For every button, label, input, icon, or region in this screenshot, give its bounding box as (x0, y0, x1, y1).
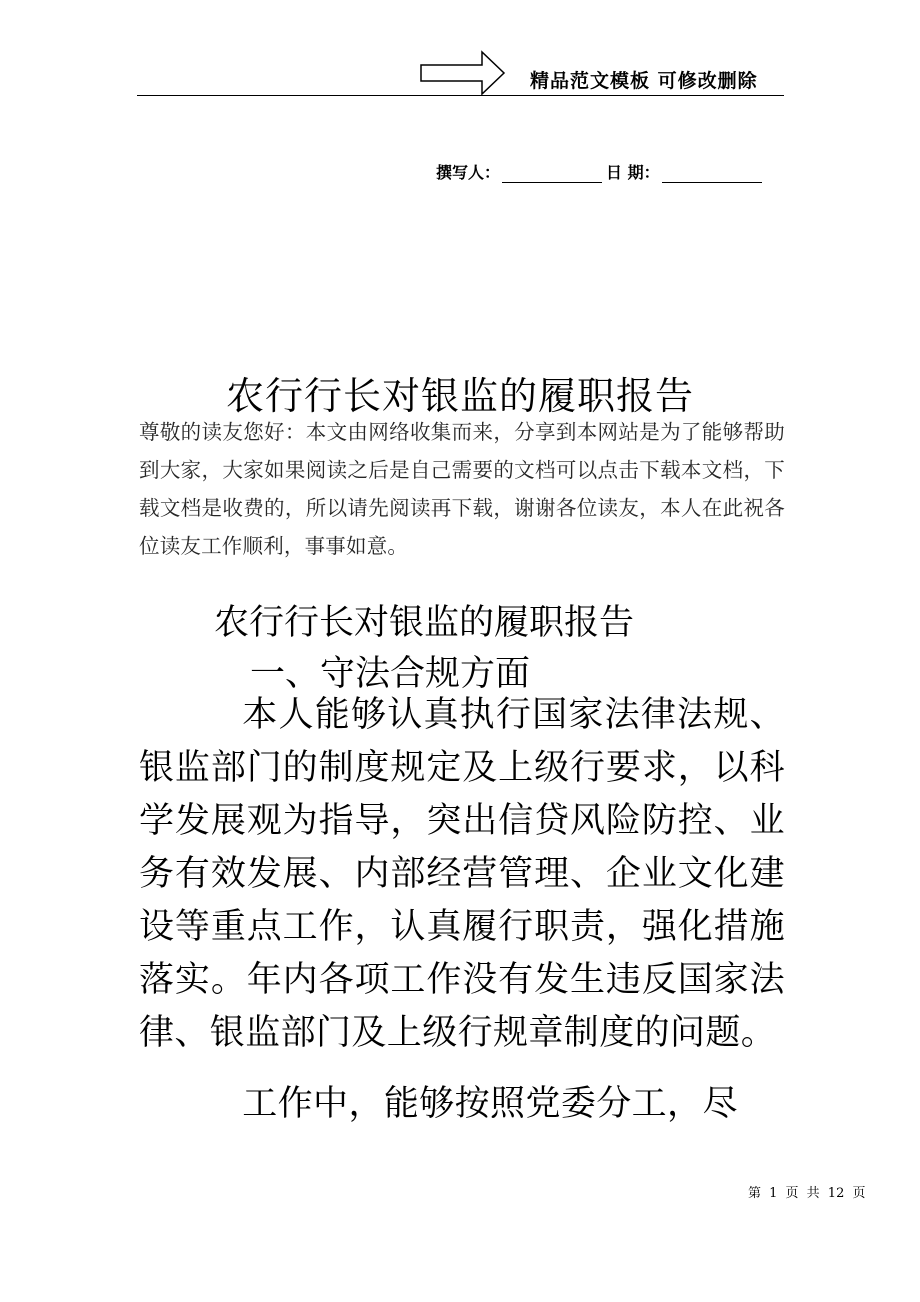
body-title: 农行行长对银监的履职报告 (214, 603, 635, 643)
page-number: 第 1 页 共 12 页 (748, 1186, 866, 1201)
date-label: 日 期： (606, 163, 660, 182)
body-paragraph: 工作中，能够按照党委分工，尽 (242, 1084, 738, 1124)
arrow-right-icon (420, 50, 506, 96)
document-title: 农行行长对银监的履职报告 (225, 374, 694, 419)
body-paragraph: 本人能够认真执行国家法律法规、银监部门的制度规定及上级行要求，以科学发展观为指导，突出信贷风险防控、业务有效发展、内部经营管理、企业文化建设等重点工作，认真履行职责，强化措施落实。年内各项工作没有发生违反国家法律、银监部门及上级行规章制度的问题。 (139, 695, 785, 1053)
header-banner-text: 精品范文模板 可修改删除 (530, 70, 758, 92)
meta-row (436, 160, 766, 183)
intro-notice: 尊敬的读友您好：本文由网络收集而来，分享到本网站是为了能够帮助到大家，大家如果阅读之后是自己需要的文档可以点击下载本文档，下载文档是收费的，所以请先阅读再下载，谢谢各位读友，本人在此祝各位读友工作顺利，事事如意。 (139, 420, 785, 558)
section-heading: 一、守法合规方面 (250, 654, 531, 694)
date-blank-field (662, 162, 762, 183)
author-blank-field (502, 162, 602, 183)
author-label: 撰写人： (436, 163, 501, 182)
header-rule (137, 95, 784, 96)
